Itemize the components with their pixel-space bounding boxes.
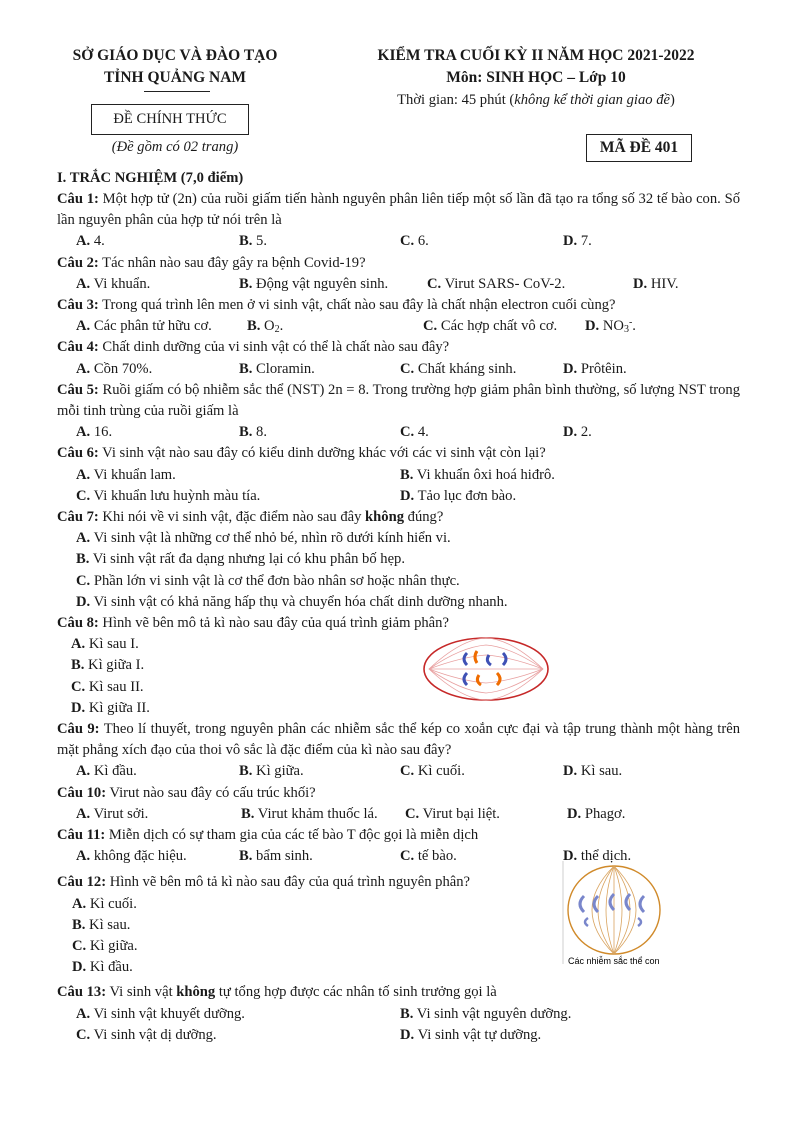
province-name: TỈNH QUẢNG NAM: [103, 69, 247, 86]
options-13-cd: [57, 1025, 740, 1046]
option-text: Vi khuẩn lưu huỳnh màu tía.: [93, 487, 261, 504]
question-text: Vi sinh vật nào sau đây có kiểu dinh dưỡng khác với các vi sinh vật còn lại?: [98, 445, 546, 462]
question-label: Câu 1:: [57, 191, 99, 207]
option-text: NO: [602, 318, 624, 335]
question-label: Câu 8:: [57, 614, 99, 631]
options-6-cd: [57, 486, 740, 507]
official-exam-box: ĐỀ CHÍNH THỨC: [91, 104, 249, 135]
option-c: [400, 359, 516, 380]
pages-note: (Đề gồm có 02 trang): [111, 139, 239, 155]
option-text: Kì sau.: [580, 763, 623, 780]
option-letter: B.: [239, 848, 253, 865]
option-a: [57, 528, 740, 549]
option-letter: D.: [400, 487, 415, 504]
option-letter: A.: [76, 848, 91, 865]
option-b: [239, 231, 267, 252]
option-text: Các hợp chất vô cơ.: [440, 318, 558, 335]
options-6-ab: [57, 465, 740, 486]
option-a: [76, 231, 105, 252]
option-text: Kì giữa I.: [88, 657, 145, 674]
option-text: Vi khuẩn.: [93, 275, 151, 292]
option-letter: B.: [239, 275, 253, 292]
question-label: Câu 13:: [57, 984, 107, 1001]
option-text: Phagơ.: [584, 805, 626, 822]
option-letter: A.: [76, 360, 91, 377]
option-text: Kì sau I.: [88, 636, 139, 653]
option-letter: D.: [400, 1026, 415, 1043]
question-emphasis: không: [365, 508, 404, 525]
exam-page: [57, 44, 740, 1046]
question-7: [57, 507, 740, 528]
time-suffix: ): [670, 92, 675, 108]
option-d: [400, 486, 516, 507]
option-letter: B.: [241, 805, 255, 822]
option-letter: C.: [72, 937, 87, 954]
question-text: Khi nói về vi sinh vật, đặc điểm nào sau đây: [98, 508, 366, 525]
option-a: [76, 359, 152, 380]
options-1: [57, 231, 740, 252]
option-letter: C.: [76, 572, 91, 589]
option-letter: A.: [76, 275, 91, 292]
option-letter: B.: [400, 466, 414, 483]
option-text: .: [632, 318, 636, 335]
question-label: Câu 9:: [57, 720, 100, 737]
option-a: [76, 846, 187, 867]
option-letter: C.: [405, 805, 420, 822]
option-letter: B.: [239, 233, 253, 250]
option-d: [585, 316, 636, 337]
option-letter: A.: [76, 1005, 91, 1022]
option-text: tế bào.: [417, 848, 457, 865]
option-b: [241, 804, 378, 825]
option-letter: C.: [423, 318, 438, 335]
question-text: Một hợp tử (2n) của ruồi giấm tiến hành nguyên phân liên tiếp một số lần đã tạo ra tổng số 32 tế bào con. Số lần nguyên phân của hợp tử nói trên là: [57, 191, 740, 229]
option-text: 4.: [417, 424, 429, 441]
option-d: [400, 1025, 541, 1046]
option-a: [57, 634, 740, 655]
option-text: Vi sinh vật rất đa dạng nhưng lại có khu phân bố hẹp.: [92, 551, 406, 568]
question-text: Hình vẽ bên mô tả kì nào sau đây của quá trình nguyên phân?: [106, 874, 470, 891]
header-underline: [144, 91, 210, 92]
exam-code-box: MÃ ĐỀ 401: [586, 134, 692, 162]
option-text: bẩm sinh.: [256, 848, 313, 865]
option-text: Động vật nguyên sinh.: [256, 275, 389, 292]
option-c: [76, 486, 260, 507]
option-c: [427, 274, 565, 295]
option-text: Chất kháng sinh.: [417, 360, 517, 377]
department-name: SỞ GIÁO DỤC VÀ ĐÀO TẠO: [72, 47, 278, 64]
question-4: [57, 337, 740, 358]
option-text: 8.: [256, 424, 267, 441]
question-text: tự tổng hợp được các nhân tố sinh trưởng gọi là: [215, 984, 497, 1001]
option-letter: C.: [400, 763, 415, 780]
question-text: Miễn dịch có sự tham gia của các tế bào T độc gọi là miễn dịch: [105, 826, 479, 843]
exam-title: KIỂM TRA CUỐI KỲ II NĂM HỌC 2021-2022: [377, 47, 695, 64]
option-letter: C.: [76, 487, 91, 504]
option-letter: D.: [72, 959, 87, 976]
option-letter: B.: [76, 551, 90, 568]
option-text: 16.: [93, 424, 113, 441]
option-letter: D.: [563, 424, 578, 441]
option-a: [76, 274, 150, 295]
option-b: [247, 316, 283, 337]
question-label: Câu 7:: [57, 508, 99, 525]
option-b: [239, 359, 315, 380]
superscript: -: [628, 317, 633, 329]
question-13: [57, 982, 740, 1003]
options-9: [57, 761, 740, 782]
option-d: [563, 761, 622, 782]
question-label: Câu 12:: [57, 874, 107, 891]
question-10: [57, 783, 740, 804]
option-text: O: [264, 318, 275, 335]
option-letter: C.: [400, 424, 415, 441]
option-c: [76, 1025, 217, 1046]
option-text: Kì cuối.: [89, 895, 137, 912]
question-text: Chất dinh dưỡng của vi sinh vật có thể là chất nào sau đây?: [98, 339, 450, 356]
section-title: I. TRẮC NGHIỆM (7,0 điểm): [57, 170, 244, 186]
option-letter: B.: [400, 1005, 414, 1022]
option-text: Vi sinh vật dị dưỡng.: [93, 1026, 217, 1043]
option-a: [76, 761, 137, 782]
option-text: Các phân tử hữu cơ.: [93, 318, 212, 335]
option-c: [423, 316, 557, 337]
option-text: Kì giữa.: [89, 937, 138, 954]
option-a: [76, 316, 212, 337]
subscript: 3: [623, 324, 629, 336]
option-letter: C.: [76, 1026, 91, 1043]
option-text: Cồn 70%.: [93, 360, 153, 377]
option-letter: C.: [400, 233, 415, 250]
option-text: Kì sau.: [89, 916, 131, 933]
option-text: Virut khảm thuốc lá.: [257, 805, 378, 822]
option-text: 5.: [256, 233, 267, 250]
option-a: [76, 804, 148, 825]
option-text: Kì đầu.: [89, 959, 133, 976]
question-5: [57, 380, 740, 422]
option-c: [400, 422, 429, 443]
option-a: [76, 1004, 245, 1025]
option-d: [633, 274, 679, 295]
option-text: 7.: [580, 233, 592, 250]
question-11: [57, 825, 740, 846]
option-d: [563, 231, 592, 252]
option-letter: A.: [76, 530, 91, 547]
question-label: Câu 2:: [57, 254, 99, 271]
option-text: thể dịch.: [580, 848, 632, 865]
option-b: [239, 274, 388, 295]
option-b: [57, 655, 740, 676]
question-text: Tác nhân nào sau đây gây ra bệnh Covid-19?: [98, 254, 366, 271]
option-text: Cloramin.: [256, 360, 315, 377]
option-text: Virut SARS- CoV-2.: [444, 275, 566, 292]
option-d: [57, 592, 740, 613]
option-letter: B.: [72, 916, 86, 933]
option-letter: D.: [563, 763, 578, 780]
option-letter: C.: [427, 275, 442, 292]
question-text: Virut nào sau đây có cấu trúc khối?: [106, 784, 316, 801]
option-text: Prôtêin.: [580, 360, 627, 377]
question-12-block: [57, 872, 740, 982]
option-b: [239, 761, 304, 782]
option-a: [76, 422, 112, 443]
option-letter: B.: [239, 763, 253, 780]
option-text: Tảo lục đơn bào.: [417, 487, 517, 504]
time-italic: không kể thời gian giao đề: [514, 92, 670, 108]
question-text: Trong quá trình lên men ở vi sinh vật, chất nào sau đây là chất nhận electron cuối cùng?: [98, 296, 616, 313]
option-c: [57, 677, 740, 698]
option-letter: D.: [563, 233, 578, 250]
question-text: Hình vẽ bên mô tả kì nào sau đây của quá trình giảm phân?: [98, 614, 449, 631]
option-letter: D.: [567, 805, 582, 822]
exam-header: [57, 44, 740, 164]
exam-subject: Môn: SINH HỌC – Lớp 10: [446, 69, 626, 86]
question-text: Ruồi giấm có bộ nhiễm sắc thể (NST) 2n = 8. Trong trường hợp giảm phân bình thường, số lượng NST trong mỗi tinh trùng của ruồi giấm là: [57, 381, 741, 419]
mitosis-figure: [562, 860, 666, 966]
option-text: 2.: [580, 424, 592, 441]
options-5: [57, 422, 740, 443]
options-3: [57, 316, 740, 337]
question-text: Vi sinh vật: [106, 984, 177, 1001]
option-b: [239, 846, 313, 867]
option-text: .: [279, 318, 284, 335]
option-a: [76, 465, 176, 486]
option-c: [400, 761, 465, 782]
option-text: Vi khuẩn lam.: [93, 466, 176, 483]
figure-caption: Các nhiễm sắc thể con: [568, 956, 660, 967]
option-text: Vi sinh vật tự dưỡng.: [417, 1026, 542, 1043]
option-c: [400, 231, 429, 252]
option-letter: D.: [563, 360, 578, 377]
question-label: Câu 5:: [57, 381, 99, 398]
subscript: 2: [274, 324, 280, 336]
option-letter: A.: [76, 466, 91, 483]
option-letter: B.: [239, 360, 253, 377]
option-letter: C.: [71, 678, 86, 695]
option-letter: B.: [247, 318, 261, 335]
option-text: 4.: [93, 233, 105, 250]
option-letter: D.: [71, 699, 86, 716]
option-text: Vi sinh vật nguyên dưỡng.: [416, 1005, 572, 1022]
option-letter: A.: [72, 895, 87, 912]
options-10: [57, 804, 740, 825]
option-letter: D.: [563, 848, 578, 865]
question-6: [57, 443, 740, 464]
option-b: [57, 549, 740, 570]
question-8-block: [57, 613, 740, 719]
option-letter: D.: [585, 318, 600, 335]
option-letter: A.: [71, 636, 86, 653]
question-2: [57, 253, 740, 274]
options-2: [57, 274, 740, 295]
time-prefix: Thời gian: 45 phút (: [397, 92, 515, 108]
option-text: 6.: [417, 233, 429, 250]
question-text: Theo lí thuyết, trong nguyên phân các nhiễm sắc thể kép co xoắn cực đại và tập trung thành một hàng trên mặt phẳng xích đạo của thoi vô sắc là đặc điểm của kì nào sau đây?: [57, 720, 740, 759]
question-emphasis: không: [176, 984, 216, 1001]
option-text: Kì cuối.: [417, 763, 465, 780]
options-4: [57, 359, 740, 380]
option-text: Vi sinh vật là những cơ thể nhỏ bé, nhìn rõ dưới kính hiển vi.: [93, 530, 451, 547]
question-text: đúng?: [404, 508, 444, 525]
option-letter: A.: [76, 318, 91, 335]
option-text: HIV.: [650, 275, 679, 292]
option-text: Kì giữa.: [256, 763, 304, 780]
question-label: Câu 11:: [57, 826, 106, 843]
question-label: Câu 10:: [57, 784, 107, 801]
option-text: Virut sởi.: [93, 805, 149, 822]
option-letter: B.: [239, 424, 253, 441]
option-c: [57, 571, 740, 592]
option-d: [57, 698, 740, 719]
option-letter: A.: [76, 805, 91, 822]
question-3: [57, 295, 740, 316]
option-text: Kì giữa II.: [88, 699, 150, 716]
option-letter: C.: [400, 848, 415, 865]
question-label: Câu 4:: [57, 339, 99, 356]
option-letter: A.: [76, 763, 91, 780]
option-c: [405, 804, 500, 825]
option-b: [239, 422, 267, 443]
option-text: Kì sau II.: [88, 678, 144, 695]
option-b: [400, 465, 555, 486]
option-text: Vi khuẩn ôxi hoá hiđrô.: [416, 466, 555, 483]
question-label: Câu 6:: [57, 445, 99, 462]
option-d: [563, 422, 592, 443]
option-b: [400, 1004, 571, 1025]
exam-time: [332, 92, 740, 109]
option-text: Virut bại liệt.: [422, 805, 500, 822]
question-1: [57, 189, 740, 231]
option-c: [400, 846, 457, 867]
option-letter: D.: [633, 275, 648, 292]
question-9: [57, 719, 740, 761]
options-13-ab: [57, 1004, 740, 1025]
option-text: Phần lớn vi sinh vật là cơ thể đơn bào nhân sơ hoặc nhân thực.: [93, 572, 460, 589]
option-d: [563, 359, 627, 380]
option-text: Vi sinh vật khuyết dưỡng.: [93, 1005, 245, 1022]
option-text: Vi sinh vật có khả năng hấp thụ và chuyển hóa chất dinh dưỡng nhanh.: [93, 593, 508, 610]
option-letter: C.: [400, 360, 415, 377]
option-d: [567, 804, 625, 825]
question-8: [57, 613, 740, 634]
option-letter: A.: [76, 233, 91, 250]
question-label: Câu 3:: [57, 296, 99, 313]
option-letter: B.: [71, 657, 85, 674]
option-text: Kì đầu.: [93, 763, 137, 780]
option-letter: D.: [76, 593, 91, 610]
meiosis-figure: [421, 635, 551, 703]
option-text: không đặc hiệu.: [93, 848, 187, 865]
option-letter: A.: [76, 424, 91, 441]
